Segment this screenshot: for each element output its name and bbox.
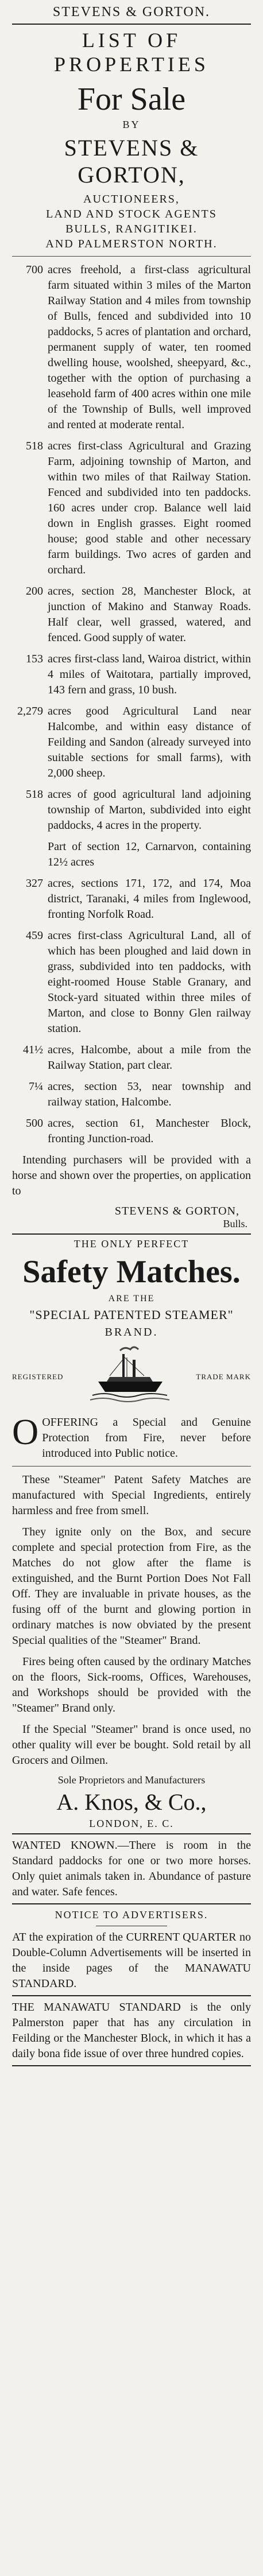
divider bbox=[12, 1833, 251, 1834]
notice-title: NOTICE TO ADVERTISERS. bbox=[55, 1909, 208, 1921]
listing-text: acres freehold, a first-class agricultural farm situated within 3 miles of the Marton Railway Station and 4 miles from township of Bulls, fenced and subdivided into 10 paddocks, 5 acres of plantation and orchard, permanent supply of water, ten roomed dwelling house, woolshed, sheepyard, &c., together with the option of purchasing a leasehold farm of 400 acres within one mile of the Township of Bulls, well improved and rented at moderate rental. bbox=[48, 263, 251, 431]
signature: STEVENS & GORTON, bbox=[114, 1205, 239, 1217]
firm-line-1: AUCTIONEERS, bbox=[83, 193, 180, 205]
steamer-ship-icon bbox=[87, 1343, 173, 1411]
listing-number: 7¼ bbox=[29, 1080, 43, 1093]
listing-number: 700 bbox=[26, 263, 43, 276]
firm-line-2: LAND AND STOCK AGENTS bbox=[46, 208, 217, 220]
safety-kicker: THE ONLY PERFECT bbox=[74, 1238, 189, 1250]
standard-notice: THE MANAWATU STANDARD is the only Palmerston paper that has any circulation in Feilding or the Manchester Block, in which it has a daily bona fide issue of over three hundred copies. bbox=[12, 2001, 251, 2060]
offer-body: OFFERING a Special and Genuine Protection from Fire, never before introduced into Public notice. bbox=[42, 1416, 251, 1460]
listing-item bbox=[12, 928, 251, 1037]
listing-item bbox=[12, 839, 251, 870]
listing-text: acres, Halcombe, about a mile from the Railway Station, part clear. bbox=[48, 1043, 251, 1072]
listing-item bbox=[12, 439, 251, 578]
safety-paragraph-3: Fires being often caused by the ordinary Matches on the floors, Sick-rooms, Offices, Warehouses, and Workshops should be provided with the "Steamer" Brand only. bbox=[12, 1655, 251, 1714]
notice-text: AT the expiration of the CURRENT QUARTER no Double-Column Advertisements will be inserted in the inside pages of the MANAWATU STANDARD. bbox=[12, 1931, 251, 1990]
listings bbox=[12, 262, 251, 1147]
divider bbox=[12, 1995, 251, 1996]
listing-number: 518 bbox=[26, 440, 43, 452]
safety-paragraph-1: These "Steamer" Patent Safety Matches are manufactured with Special Ingredients, entirely harmless and free from smell. bbox=[12, 1473, 251, 1517]
by-label: BY bbox=[122, 119, 141, 130]
divider bbox=[12, 24, 251, 25]
for-sale-heading: For Sale bbox=[77, 82, 186, 117]
listing-number: 518 bbox=[26, 788, 43, 801]
listing-item bbox=[12, 704, 251, 781]
listing-text: acres of good agricultural land adjoining township of Marton, subdivided into eight paddocks, 4 acres in the property. bbox=[48, 788, 251, 832]
firm-line-4: AND PALMERSTON NORTH. bbox=[45, 238, 218, 250]
divider bbox=[12, 1233, 251, 1235]
listing-text: acres, section 53, near township and railway station, Halcombe. bbox=[48, 1080, 251, 1108]
maker-name: A. Knos, & Co., bbox=[56, 1789, 207, 1815]
divider bbox=[12, 256, 251, 257]
listing-text: acres first-class Agricultural and Grazing Farm, adjoining township of Marton, and within two miles of that Railway Station. Fenced and subdivided into ten paddocks. 160 acres under crop. Balance well laid down in English grasses. Eight roomed house; good stable and other necessary farm buildings. Two acres of garden and orchard. bbox=[48, 440, 251, 576]
firm-line-3: BULLS, RANGITIKEI. bbox=[65, 223, 198, 235]
listing-text: acres, section 28, Manchester Block, at junction of Makino and Stanway Roads. Half clear, well grassed, watered, and fenced. Good supply of water. bbox=[48, 585, 251, 644]
listing-number: 41½ bbox=[23, 1043, 43, 1056]
listing-number: 459 bbox=[26, 929, 43, 942]
listing-number: 153 bbox=[26, 653, 43, 665]
listing-item bbox=[12, 1079, 251, 1110]
listing-text: Part of section 12, Carnarvon, containing 12½ acres bbox=[48, 840, 251, 868]
trademark-label: TRADE MARK bbox=[196, 1372, 251, 1381]
list-title: LIST OF PROPERTIES bbox=[54, 29, 209, 76]
signature-town: Bulls. bbox=[223, 1218, 247, 1229]
listing-text: acres first-class land, Wairoa district, within 4 miles of Waitotara, partially improved, 143 fern and grass, 10 bush. bbox=[48, 653, 251, 696]
listing-text: acres first-class Agricultural Land, all of which has been ploughed and laid down in grass, subdivided into ten paddocks, with eight-roomed House Stable Granary, and Stock-yard situated within three miles of Marton, and close to Bonny Glen railway station. bbox=[48, 929, 251, 1035]
listing-item bbox=[12, 1042, 251, 1073]
divider bbox=[12, 1903, 251, 1904]
listing-number: 2,279 bbox=[17, 705, 43, 717]
sole-proprietors: Sole Proprietors and Manufacturers bbox=[57, 1774, 206, 1786]
listing-item bbox=[12, 787, 251, 833]
listing-number bbox=[12, 839, 48, 870]
trademark-row bbox=[12, 1343, 251, 1411]
listing-item bbox=[12, 262, 251, 433]
header-top: STEVENS & GORTON. bbox=[52, 5, 211, 20]
are-the-label: ARE THE bbox=[108, 1294, 155, 1303]
brand-label: BRAND. bbox=[105, 1326, 158, 1339]
safety-paragraph-2: They ignite only on the Box, and secure complete and special protection from Fire, as the Matches do not glow after the flame is extinguished, and the Burnt Portion Does Not Fall Off. They are invaluable in private houses, as the fusing off of the burnt and glowing portion in ordinary matches is now obviated by the present Special qualities of the "Steamer" Brand. bbox=[12, 1526, 251, 1647]
listing-item bbox=[12, 651, 251, 698]
safety-paragraph-4: If the Special "Steamer" brand is once used, no other quality will ever be bought. Sold retail by all Grocers and Oilmen. bbox=[12, 1723, 251, 1767]
advertisement-column bbox=[10, 5, 253, 2576]
listing-text: acres good Agricultural Land near Halcombe, and within easy distance of Feilding and Sandon (already surveyed into suitable sections for small farms), with 2,000 sheep. bbox=[48, 705, 251, 779]
offer-text bbox=[12, 1411, 251, 1461]
listing-number: 200 bbox=[26, 585, 43, 598]
wanted-notice: WANTED KNOWN.—There is room in the Standard paddocks for one or two more horses. Only quiet animals taken in. Abundance of pasture and water. Safe fences. bbox=[12, 1839, 251, 1898]
divider bbox=[12, 2065, 251, 2066]
listing-item bbox=[12, 876, 251, 922]
safety-heading: Safety Matches. bbox=[22, 1254, 241, 1290]
closing-text: Intending purchasers will be provided with a horse and shown over the properties, on application to bbox=[12, 1154, 251, 1197]
dropcap: O bbox=[12, 1411, 39, 1452]
listing-item bbox=[12, 584, 251, 646]
listing-text: acres, section 61, Manchester Block, fronting Junction-road. bbox=[48, 1117, 251, 1145]
maker-city: LONDON, E. C. bbox=[89, 1818, 174, 1829]
listing-number: 327 bbox=[26, 877, 43, 890]
listing-text: acres, sections 171, 172, and 174, Moa district, Taranaki, 4 miles from Inglewood, fronting Norfolk Road. bbox=[48, 877, 251, 921]
divider bbox=[12, 1466, 251, 1467]
listing-item bbox=[12, 1116, 251, 1147]
registered-label: REGISTERED bbox=[12, 1372, 64, 1381]
listing-number: 500 bbox=[26, 1117, 43, 1130]
firm-name: STEVENS & GORTON, bbox=[64, 135, 199, 188]
brand-name: "SPECIAL PATENTED STEAMER" bbox=[29, 1308, 234, 1322]
